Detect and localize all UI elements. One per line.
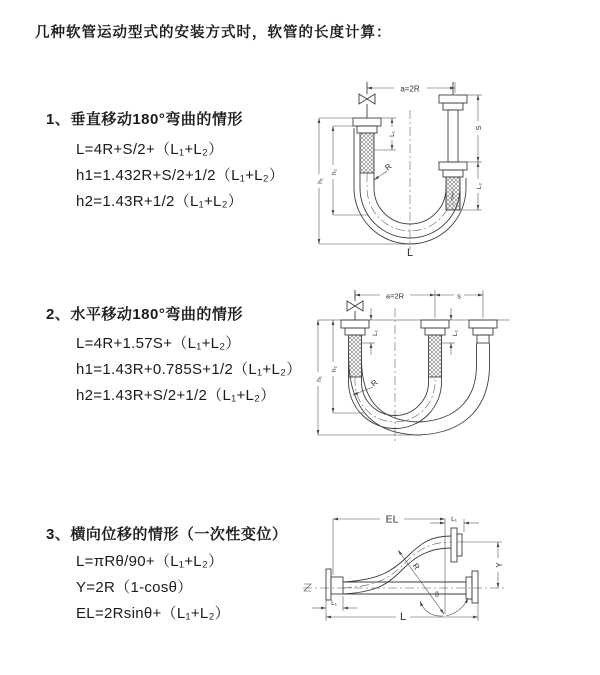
dim-label-r: R xyxy=(410,561,422,572)
formula-line: h1=1.432R+S/2+1/2（L₁+L₂） xyxy=(76,167,285,184)
dim-label-l2: L₂ xyxy=(476,182,483,190)
flange xyxy=(439,95,467,103)
braided-hose-section xyxy=(349,335,362,377)
dim-label-el: EL xyxy=(385,513,399,526)
flange xyxy=(469,320,497,328)
dim-label-l1-bottom: L₁ xyxy=(331,600,337,607)
section-3-heading: 3、横向位移的情形（一次性变位） xyxy=(46,526,288,543)
flange xyxy=(472,571,478,603)
formula-line: EL=2Rsinθ+（L₁+L₂） xyxy=(76,605,230,622)
flange xyxy=(326,569,331,600)
flange xyxy=(341,320,369,328)
valve-icon xyxy=(359,94,375,104)
formula-line: L=4R+1.57S+（L₁+L₂） xyxy=(76,335,241,352)
hose-s-curve xyxy=(343,548,451,594)
flange xyxy=(353,118,381,126)
formula-line: L=πRθ/90+（L₁+L₂） xyxy=(76,553,224,570)
dim-label-l1: L₁ xyxy=(389,131,396,137)
dim-label-h2: h₂ xyxy=(331,365,338,373)
dim-label-l1-top: L₁ xyxy=(451,516,457,523)
dim-label-a2r: a=2R xyxy=(400,84,420,94)
dim-label-r: R xyxy=(369,377,380,389)
dim-label-r: R xyxy=(383,161,394,173)
hose-arc-displaced xyxy=(361,343,476,422)
dim-label-h1: h₁ xyxy=(317,178,324,184)
formula-line: L=4R+S/2+（L₁+L₂） xyxy=(76,141,224,158)
diagram-vertical-180-bend xyxy=(310,70,600,260)
flange xyxy=(439,162,467,170)
valve-icon xyxy=(347,301,363,311)
diagram-horizontal-180-bend xyxy=(306,282,598,472)
hose-centerline xyxy=(343,542,451,588)
formula-line: h2=1.43R+S/2+1/2（L₁+L₂） xyxy=(76,387,276,404)
flange xyxy=(451,528,457,562)
section-1-heading: 1、垂直移动180°弯曲的情形 xyxy=(46,111,243,128)
dim-label-l2: L₂ xyxy=(452,329,459,337)
dim-label-s: s xyxy=(457,291,461,301)
page-title: 几种软管运动型式的安装方式时，软管的长度计算： xyxy=(35,25,392,41)
centerline-break-mark xyxy=(304,584,311,591)
angle-arc xyxy=(446,598,468,616)
formula-line: h2=1.43R+1/2（L₁+L₂） xyxy=(76,193,244,210)
dim-label-y: Y xyxy=(495,562,504,568)
braided-hose-section xyxy=(429,335,442,377)
formula-line: h1=1.43R+0.785S+1/2（L₁+L₂） xyxy=(76,361,302,378)
diagram-lateral-displacement xyxy=(298,498,600,658)
dim-label-theta: θ xyxy=(435,592,439,599)
dim-label-h2: h₂ xyxy=(331,168,338,176)
section-2-heading: 2、水平移动180°弯曲的情形 xyxy=(46,306,243,323)
dim-label-l1: L₁ xyxy=(372,330,379,336)
formula-line: Y=2R（1-cosθ） xyxy=(76,579,193,596)
dim-label-s: S xyxy=(474,125,483,131)
dim-label-a2r: a=2R xyxy=(385,291,405,301)
dim-label-l: L xyxy=(399,611,407,623)
angle-arc xyxy=(420,601,443,616)
braided-hose-section xyxy=(360,133,374,173)
flange xyxy=(421,320,449,328)
dim-label-l: L xyxy=(406,247,414,259)
dim-label-h1: h₁ xyxy=(316,376,323,382)
